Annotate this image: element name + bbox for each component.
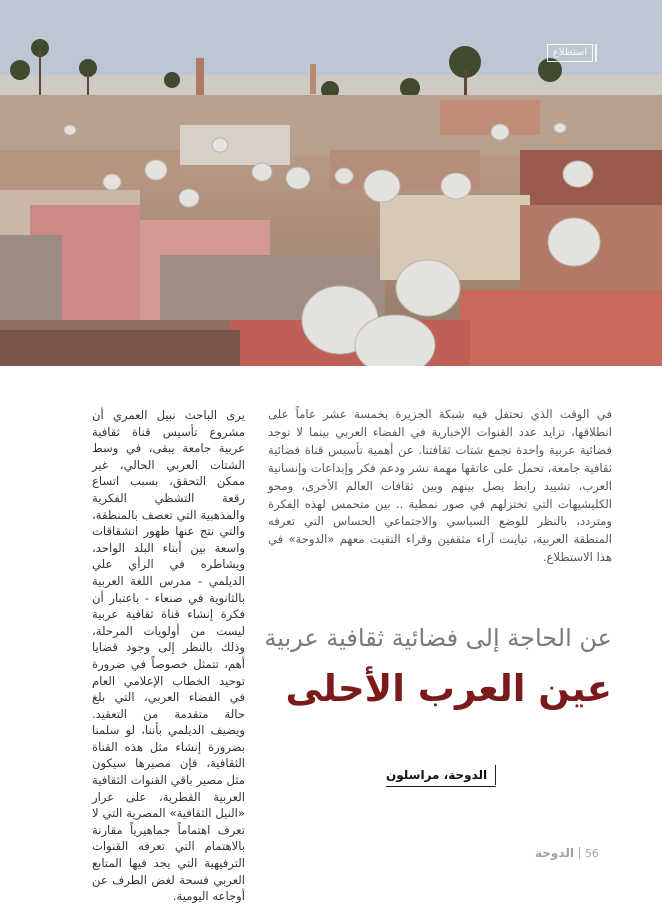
byline-text: الدوحة، مراسلون (386, 768, 488, 782)
section-tag-bar (595, 44, 597, 62)
article-side-column: يرى الباحث نبيل العمري أن مشروع تأسيس قناة ثقافية عربية جامعة يبقى، في وسط الشتات العربي الحالي، غير ممكن التحقق، بسبب اتساع رقعة التشظي الفكرية والمذهبية التي تعصف بالمنطقة، والتي نتج عنها ظهور انشقاقات واسعة بين أبناء البلد الواحد، ويشاطره في الرأي علي الديلمي - مدرس اللغة العربية بالثانوية في صنعاء - باعتبار أن فكرة إنشاء قناة ثقافية عربية ليست من أولويات المرحلة، وذلك بالنظر إلى وجود قضايا أهم، تتمثل خصوصاً في ضرورة توحيد الخطاب الإعلامي العام في الفضاء العربي، التي بلغ حالة متقدمة من التعقيد. ويضيف الديلمي بأننا، لو سلمنا بضرورة إنشاء مثل هذه القناة الثقافية، فإن مصيرها سيكون مثل مصير باقي القنوات الثقافية العربية القطرية، على غرار «النيل الثقافية» المصرية التي لا تعرف اهتماماً جماهيرياً مقارنة بالاهتمام التي تعرفه القنوات الترفيهية التي يجد فيها المتابع العربي فسحة لغض الطرف عن أوجاعه اليومية. (92, 408, 245, 904)
byline (386, 764, 496, 786)
section-tag: استطلاع (547, 44, 593, 62)
byline-rule (386, 786, 496, 787)
article-subtitle: عن الحاجة إلى فضائية ثقافية عربية (264, 624, 612, 652)
article-lead: في الوقت الذي تحتفل فيه شبكة الجزيرة بخمسة عشر عاماً على انطلاقها، تزايد عدد القنوات الإخبارية في الفضاء العربي بينما لا توجد فضائية عربية واحدة تجمع شتات ثقافتنا. عن أهمية تأسيس قناة فضائية ثقافية جامعة، تحمل على عاتقها مهمة نشر ودعم فكر وإبداعات وإنسانية العرب، تشييد رابط يصل بينهم وبين ثقافات العالم الأخرى، ومحو الكليشيهات التي تختزلهم في صور نمطية .. بين متحمس لهذه الفكرة ومتردد، بالنظر للوضع السياسي والاجتماعي الحساس التي تعرفه المنطقة العربية، تباينت آراء مثقفين وقراء التقيت معهم «الدوحة» في هذا الاستطلاع. (268, 407, 612, 565)
byline-bar (495, 765, 496, 785)
magazine-logo: الدوحة (535, 846, 574, 860)
page-number: 56 (584, 846, 599, 860)
footer-separator (579, 847, 580, 859)
page-footer (535, 845, 599, 861)
rooftops-photo (0, 0, 662, 366)
article-title: عين العرب الأحلى (285, 667, 612, 710)
